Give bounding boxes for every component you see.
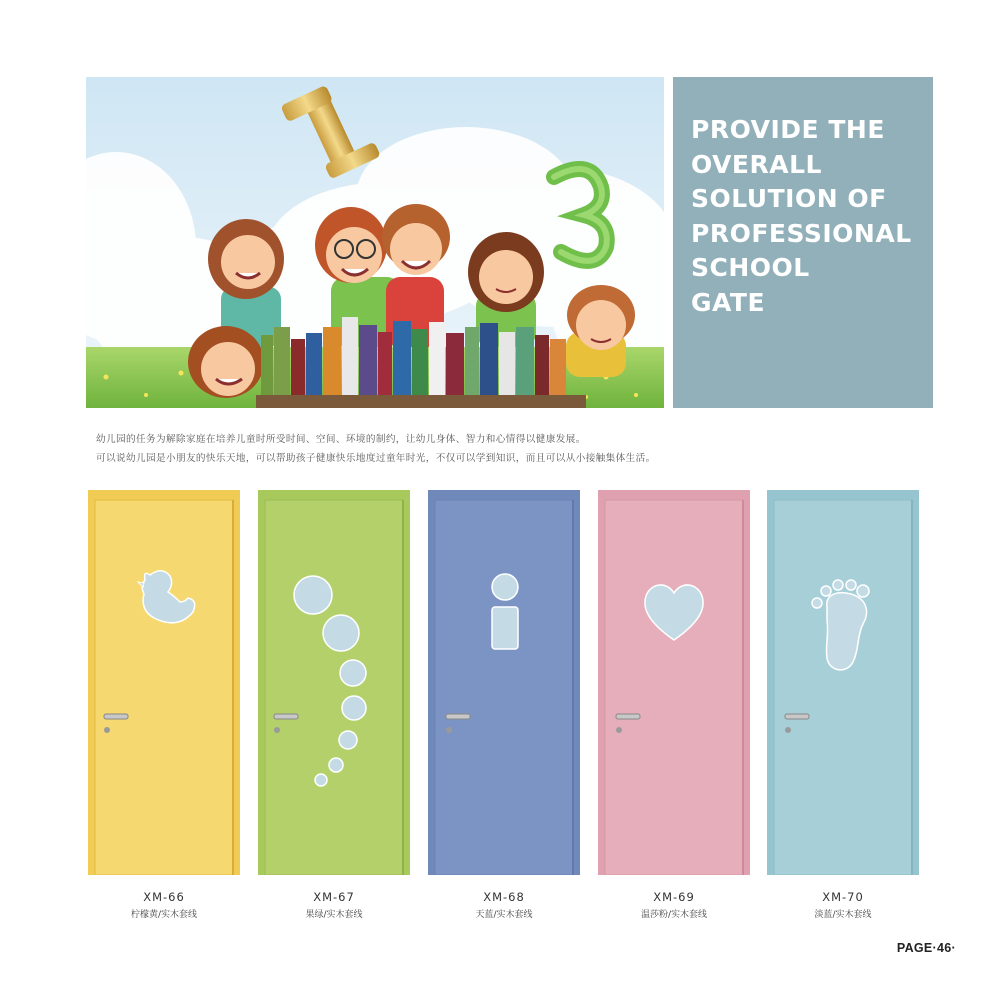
page-number: PAGE·46· — [896, 941, 956, 955]
door-xm-66 — [88, 490, 240, 875]
door-card-xm-70 — [767, 490, 919, 920]
door-card-xm-68 — [428, 490, 580, 920]
intro-text — [96, 430, 896, 468]
intro-line-1: 幼儿园的任务为解除家庭在培养儿童时所受时间、空间、环境的制约，让幼儿身体、智力和心情得以健康发展。 — [96, 434, 586, 445]
door-xm-69 — [598, 490, 750, 875]
hero-illustration — [86, 77, 664, 408]
door-description: 淡蓝/实木套线 — [814, 910, 872, 920]
door-xm-70 — [767, 490, 919, 875]
door-code: XM-66 — [143, 890, 185, 904]
door-xm-68 — [428, 490, 580, 875]
door-code: XM-70 — [822, 890, 864, 904]
door-card-xm-69 — [598, 490, 750, 920]
intro-line-2: 可以说幼儿园是小朋友的快乐天地，可以帮助孩子健康快乐地度过童年时光，不仅可以学到知识，而且可以从小接触集体生活。 — [96, 453, 656, 464]
door-code: XM-67 — [313, 890, 355, 904]
headline-panel — [673, 77, 933, 408]
door-description: 果绿/实木套线 — [305, 910, 363, 920]
door-description: 温莎粉/实木套线 — [640, 910, 708, 920]
children-with-books-illustration — [86, 77, 664, 408]
door-code: XM-68 — [483, 890, 525, 904]
door-card-xm-66 — [88, 490, 240, 920]
door-card-xm-67 — [258, 490, 410, 920]
door-code: XM-69 — [653, 890, 695, 904]
person-icon — [492, 574, 518, 649]
headline: PROVIDE THE OVERALL SOLUTION OF PROFESSIONAL SCHOOL GATE — [691, 115, 912, 317]
door-description: 天蓝/实木套线 — [475, 910, 533, 920]
door-description: 柠檬黄/实木套线 — [130, 910, 198, 920]
door-xm-67 — [258, 490, 410, 875]
